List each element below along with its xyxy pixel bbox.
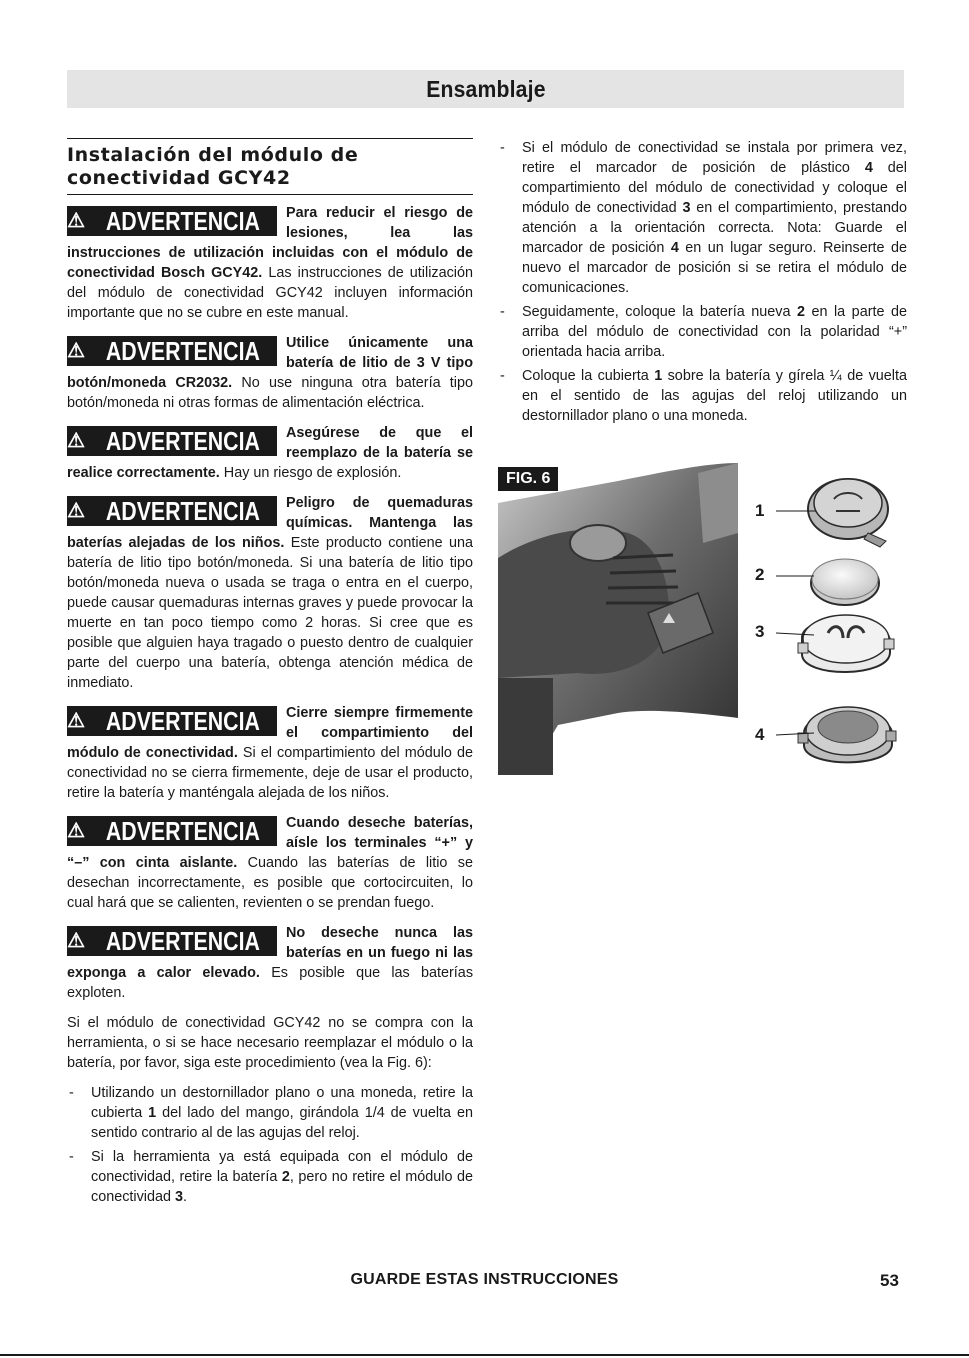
warning-badge: ⚠ ADVERTENCIA [67, 496, 277, 526]
steps-list-left [67, 1083, 473, 1207]
warning-bold-text: Cuando deseche baterías, aísle los terminales “+” y “–” con cinta aislante. [67, 815, 473, 871]
figure-6 [498, 463, 908, 775]
warning-badge: ⚠ ADVERTENCIA [67, 816, 277, 846]
warning-paragraph [67, 333, 473, 413]
list-item: - Coloque la cubierta 1 sobre la batería y gírela ¼ de vuelta en el sentido de las agujas del reloj utilizando un destornillador plano o una moneda. [498, 366, 907, 426]
footer-text: GUARDE ESTAS INSTRUCCIONES [350, 1271, 619, 1288]
warning-text: Cuando las baterías de litio se desechan incorrectamente, es posible que cortocircuiten, lo cual hará que se calienten, revienten o se prendan fuego. [67, 855, 473, 911]
list-item: - Si el módulo de conectividad se instala por primera vez, retire el marcador de posición de plástico 4 del compartimiento del módulo de conectividad y coloque el módulo de conectividad 3 en el compartimiento, prestando atención a la orientación correcta. Nota: Guarde el marcador de posición 4 en un lugar seguro. Reinserte de nuevo el marcador de posición si se retira el módulo de comunicaciones. [498, 138, 907, 298]
warning-text: Si el compartimiento del módulo de conectividad no se cierra firmemente, deje de usar el producto, retire la batería y manténgala alejada de los niños. [67, 745, 473, 801]
warning-badge: ⚠ ADVERTENCIA [67, 706, 277, 736]
warning-paragraph [67, 923, 473, 1003]
warning-paragraph [67, 813, 473, 913]
steps-list-right [498, 138, 907, 426]
warning-text: Las instrucciones de utilización del módulo de conectividad GCY42 incluyen información importante que no se cubre en este manual. [67, 265, 473, 321]
warning-paragraph [67, 703, 473, 803]
tool-illustration [498, 463, 908, 775]
warning-triangle-icon: ⚠ [67, 430, 86, 452]
warning-paragraph [67, 493, 473, 693]
warning-bold-text: Peligro de quemaduras químicas. Mantenga las baterías alejadas de los niños. [67, 495, 473, 551]
right-column [498, 138, 907, 430]
callout-4: 4 [755, 725, 765, 744]
warning-badge: ⚠ ADVERTENCIA [67, 206, 277, 236]
warning-badge: ⚠ ADVERTENCIA [67, 336, 277, 366]
left-column [67, 138, 473, 1211]
list-item: - Si la herramienta ya está equipada con el módulo de conectividad, retire la batería 2, pero no retire el módulo de conectividad 3. [67, 1147, 473, 1207]
page-header [67, 70, 904, 108]
warning-triangle-icon: ⚠ [67, 820, 86, 842]
warning-triangle-icon: ⚠ [67, 710, 86, 732]
warning-paragraph [67, 203, 473, 323]
warning-text: Hay un riesgo de explosión. [219, 465, 402, 481]
callout-3: 3 [755, 622, 765, 641]
warning-text: No use ninguna otra batería tipo botón/moneda ni otras formas de alimentación eléctrica. [67, 375, 474, 411]
warning-triangle-icon: ⚠ [67, 340, 86, 362]
warning-bold-text: No deseche nunca las baterías en un fuego ni las exponga a calor elevado. [67, 925, 473, 981]
tool-knob [570, 525, 626, 561]
figure-label: FIG. 6 [498, 467, 558, 491]
part-battery [811, 559, 879, 605]
warning-bold-text: Cierre siempre firmemente el compartimiento del módulo de conectividad. [67, 705, 473, 761]
tool-upper-edge [698, 463, 738, 543]
warning-badge: ⚠ ADVERTENCIA [67, 926, 277, 956]
warning-text: Es posible que las baterías exploten. [67, 965, 474, 1001]
list-item: - Seguidamente, coloque la batería nueva 2 en la parte de arriba del módulo de conectividad con la polaridad “+” orientada hacia arriba. [498, 302, 907, 362]
bottom-divider [0, 1354, 969, 1356]
intro-paragraph: Si el módulo de conectividad GCY42 no se compra con la herramienta, o si se hace necesario reemplazar el módulo o la batería, por favor, siga este procedimiento (vea la Fig. 6): [67, 1015, 473, 1071]
warning-triangle-icon: ⚠ [67, 210, 86, 232]
warning-triangle-icon: ⚠ [67, 500, 86, 522]
warning-triangle-icon: ⚠ [67, 930, 86, 952]
part-module [798, 615, 894, 672]
callout-1: 1 [755, 501, 765, 520]
warning-paragraph [67, 423, 473, 483]
page-number: 53 [880, 1271, 899, 1290]
section-title: Instalación del módulo de conectividad GCY42 [67, 138, 473, 195]
part-placeholder [798, 707, 896, 762]
page-title: Ensamblaje [425, 75, 546, 102]
warning-badge: ⚠ ADVERTENCIA [67, 426, 277, 456]
warning-bold-text: Utilice únicamente una batería de litio de 3 V tipo botón/moneda CR2032. [67, 335, 473, 391]
warning-bold-text: Asegúrese de que el reemplazo de la batería se realice correctamente. [67, 425, 473, 481]
tool-lower-part [498, 678, 553, 775]
part-cover [808, 479, 888, 547]
list-item: - Utilizando un destornillador plano o una moneda, retire la cubierta 1 del lado del mango, girándola 1/4 de vuelta en sentido contrario al de las agujas del reloj. [67, 1083, 473, 1143]
warning-text: Este producto contiene una batería de litio tipo botón/moneda. Si una batería de litio tipo botón/moneda nueva o usada se traga o entra en el cuerpo, puede causar quemaduras internas graves y puede provocar la muerte en tan poco tiempo como 2 horas. Si cree que es posible que alguien haya tragado o puesto dentro de cualquier parte del cuerpo una batería, obtenga atención médica de inmediato. [67, 535, 473, 691]
callout-2: 2 [755, 565, 765, 584]
warning-bold-text: Para reducir el riesgo de lesiones, lea las instrucciones de utilización incluidas con el módulo de conectividad Bosch GCY42. [67, 205, 473, 281]
